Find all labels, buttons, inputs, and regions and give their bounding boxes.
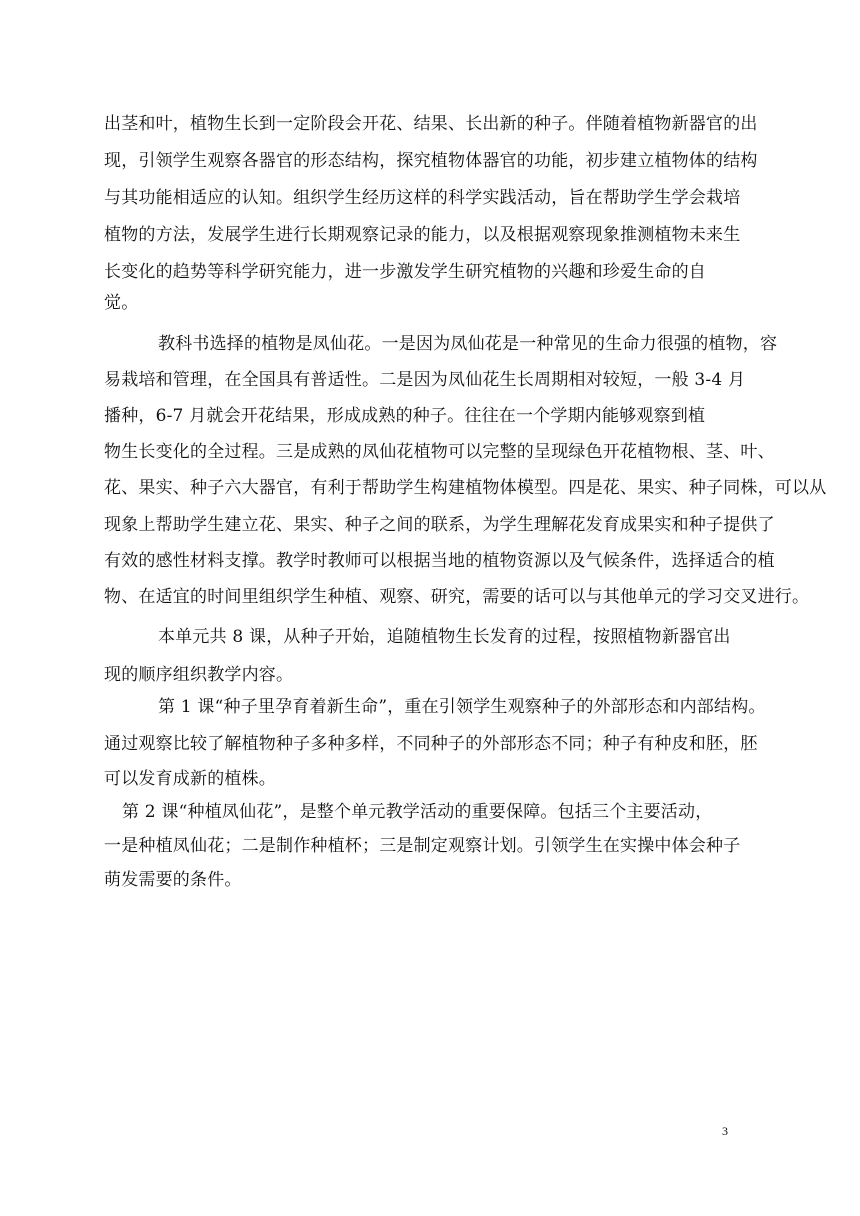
paragraph-1-line-3: 与其功能相适应的认知。组织学生经历这样的科学实践活动，旨在帮助学生学会栽培 <box>104 188 741 208</box>
paragraph-5-line-3: 萌发需要的条件。 <box>104 870 242 890</box>
paragraph-1-line-6: 觉。 <box>104 293 139 313</box>
paragraph-4-line-1: 第 1 课“种子里孕育着新生命”，重在引领学生观察种子的外部形态和内部结构。 <box>158 697 766 717</box>
paragraph-3-line-2: 现的顺序组织教学内容。 <box>104 665 294 685</box>
paragraph-1-line-1: 出茎和叶，植物生长到一定阶段会开花、结果、长出新的种子。伴随着植物新器官的出 <box>104 114 758 134</box>
paragraph-2-line-6: 现象上帮助学生建立花、果实、种子之间的联系，为学生理解花发育成果实和种子提供了 <box>104 515 775 535</box>
paragraph-2-line-1: 教科书选择的植物是凤仙花。一是因为凤仙花是一种常见的生命力很强的植物，容 <box>158 334 778 354</box>
paragraph-2-line-4: 物生长变化的全过程。三是成熟的凤仙花植物可以完整的呈现绿色开花植物根、茎、叶、 <box>104 442 775 462</box>
paragraph-5-line-1: 第 2 课“种植凤仙花”，是整个单元教学活动的重要保障。包括三个主要活动， <box>122 802 713 822</box>
paragraph-2-line-3: 播种，6-7 月就会开花结果，形成成熟的种子。往往在一个学期内能够观察到植 <box>104 406 706 426</box>
paragraph-2-line-7: 有效的感性材料支撑。教学时教师可以根据当地的植物资源以及气候条件，选择适合的植 <box>104 551 775 571</box>
paragraph-1-line-5: 长变化的趋势等科学研究能力，进一步激发学生研究植物的兴趣和珍爱生命的自 <box>104 262 706 282</box>
page-number: 3 <box>722 1124 728 1138</box>
paragraph-4-line-2: 通过观察比较了解植物种子多种多样，不同种子的外部形态不同；种子有种皮和胚，胚 <box>104 734 758 754</box>
paragraph-2-line-8: 物、在适宜的时间里组织学生种植、观察、研究，需要的话可以与其他单元的学习交叉进行。 <box>104 587 810 607</box>
paragraph-3-line-1: 本单元共 8 课，从种子开始，追随植物生长发育的过程，按照植物新器官出 <box>158 627 731 647</box>
paragraph-1-line-2: 现，引领学生观察各器官的形态结构，探究植物体器官的功能，初步建立植物体的结构 <box>104 151 758 171</box>
paragraph-1-line-4: 植物的方法，发展学生进行长期观察记录的能力，以及根据观察现象推测植物未来生 <box>104 225 741 245</box>
paragraph-4-line-3: 可以发育成新的植株。 <box>104 769 276 789</box>
paragraph-2-line-2: 易栽培和管理，在全国具有普适性。二是因为凤仙花生长周期相对较短，一般 3-4 月 <box>104 370 746 390</box>
paragraph-2-line-5: 花、果实、种子六大器官，有利于帮助学生构建植物体模型。四是花、果实、种子同株，可以从 <box>104 478 827 498</box>
paragraph-5-line-2: 一是种植凤仙花；二是制作种植杯；三是制定观察计划。引领学生在实操中体会种子 <box>104 836 741 856</box>
